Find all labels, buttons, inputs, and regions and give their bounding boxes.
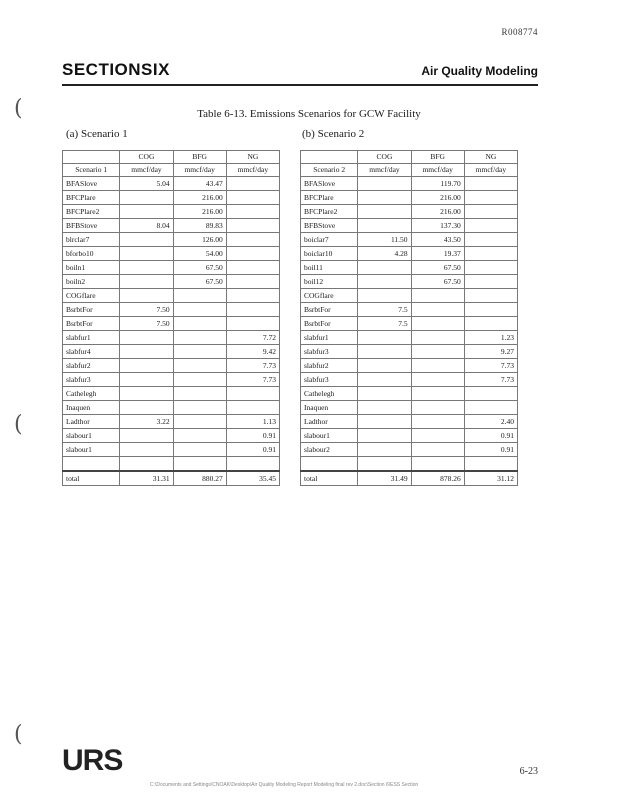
value-cell (464, 261, 517, 275)
value-cell (120, 191, 173, 205)
value-cell (120, 275, 173, 289)
value-cell: 67.50 (173, 275, 226, 289)
value-cell (173, 387, 226, 401)
total-value: 31.12 (464, 471, 517, 486)
spacer-cell (464, 457, 517, 472)
value-cell (120, 247, 173, 261)
value-cell (464, 247, 517, 261)
value-cell (120, 331, 173, 345)
source-name-cell: BFASlove (63, 177, 120, 191)
value-cell (120, 261, 173, 275)
table-row (301, 415, 518, 429)
table-row (63, 317, 280, 331)
source-name-cell: slabfur4 (63, 345, 120, 359)
value-cell (411, 289, 464, 303)
value-cell (464, 191, 517, 205)
table-row (301, 275, 518, 289)
table-row (63, 401, 280, 415)
source-name-cell: BFBStove (301, 219, 358, 233)
value-cell (226, 219, 279, 233)
table-row (63, 247, 280, 261)
value-cell (173, 415, 226, 429)
scenario-label: Scenario 1 (63, 164, 120, 177)
spacer-cell (301, 457, 358, 472)
source-name-cell: boiln1 (63, 261, 120, 275)
value-cell (358, 387, 411, 401)
source-name-cell: Ladthor (63, 415, 120, 429)
value-cell (120, 443, 173, 457)
value-cell (358, 359, 411, 373)
value-cell: 9.27 (464, 345, 517, 359)
page-number: 6-23 (519, 766, 538, 777)
source-name-cell: BFCPlare2 (63, 205, 120, 219)
scenario-b-caption: (b) Scenario 2 (302, 128, 365, 140)
value-cell (173, 401, 226, 415)
source-name-cell: slabfur1 (63, 331, 120, 345)
scenario-b-table (300, 150, 518, 486)
table-row (301, 443, 518, 457)
source-name-cell: BsrbtFor (301, 317, 358, 331)
table-row (63, 219, 280, 233)
value-cell (464, 303, 517, 317)
table-row (301, 429, 518, 443)
value-cell: 43.50 (411, 233, 464, 247)
value-cell: 0.91 (226, 443, 279, 457)
table-row (301, 219, 518, 233)
value-cell (120, 373, 173, 387)
spacer-cell (173, 457, 226, 472)
source-name-cell: Inaquen (301, 401, 358, 415)
source-name-cell: BsrbtFor (63, 303, 120, 317)
value-cell (226, 261, 279, 275)
value-cell: 0.91 (226, 429, 279, 443)
table-row (63, 261, 280, 275)
table-row (301, 345, 518, 359)
value-cell: 7.50 (120, 317, 173, 331)
value-cell (358, 429, 411, 443)
value-cell (173, 429, 226, 443)
table-row (301, 317, 518, 331)
source-name-cell: BsrbtFor (301, 303, 358, 317)
source-name-cell: slabour2 (301, 443, 358, 457)
column-header (63, 151, 120, 164)
source-name-cell: BFCPlare (63, 191, 120, 205)
value-cell: 1.23 (464, 331, 517, 345)
table-row (301, 303, 518, 317)
value-cell: 67.50 (411, 275, 464, 289)
value-cell (173, 345, 226, 359)
value-cell (358, 401, 411, 415)
column-header (301, 151, 358, 164)
value-cell (358, 275, 411, 289)
value-cell: 7.73 (464, 359, 517, 373)
value-cell: 137.30 (411, 219, 464, 233)
scenario-label: Scenario 2 (301, 164, 358, 177)
value-cell (226, 191, 279, 205)
source-name-cell: slabour1 (63, 429, 120, 443)
table-row (301, 177, 518, 191)
table-row (301, 247, 518, 261)
table-row (63, 331, 280, 345)
value-cell (226, 233, 279, 247)
source-name-cell: boil11 (301, 261, 358, 275)
value-cell: 7.73 (464, 373, 517, 387)
value-cell (411, 331, 464, 345)
value-cell: 89.83 (173, 219, 226, 233)
value-cell (120, 429, 173, 443)
unit-header: mmcf/day (120, 164, 173, 177)
header-row (63, 151, 280, 164)
column-header: COG (358, 151, 411, 164)
table-row (63, 289, 280, 303)
source-name-cell: BsrbtFor (63, 317, 120, 331)
source-name-cell: blrclar7 (63, 233, 120, 247)
scenario-a-caption: (a) Scenario 1 (66, 128, 128, 140)
header-rule (62, 84, 538, 86)
total-value: 880.27 (173, 471, 226, 486)
value-cell (358, 191, 411, 205)
value-cell (464, 233, 517, 247)
value-cell: 11.50 (358, 233, 411, 247)
value-cell (464, 177, 517, 191)
value-cell (411, 415, 464, 429)
value-cell (411, 345, 464, 359)
total-label: total (301, 471, 358, 486)
value-cell (226, 275, 279, 289)
scenario-a-table (62, 150, 280, 486)
value-cell: 67.50 (411, 261, 464, 275)
value-cell: 19.37 (411, 247, 464, 261)
table-row (301, 289, 518, 303)
unit-header: mmcf/day (358, 164, 411, 177)
source-name-cell: BFASlove (301, 177, 358, 191)
value-cell: 5.04 (120, 177, 173, 191)
value-cell: 7.73 (226, 373, 279, 387)
value-cell (226, 289, 279, 303)
value-cell (411, 429, 464, 443)
source-name-cell: BFCPlare2 (301, 205, 358, 219)
value-cell: 119.70 (411, 177, 464, 191)
total-value: 31.49 (358, 471, 411, 486)
table-row (63, 275, 280, 289)
table-row (63, 233, 280, 247)
value-cell (226, 303, 279, 317)
value-cell (120, 205, 173, 219)
value-cell: 1.13 (226, 415, 279, 429)
value-cell: 0.91 (464, 443, 517, 457)
value-cell (358, 261, 411, 275)
units-row (301, 164, 518, 177)
column-header: COG (120, 151, 173, 164)
value-cell (173, 289, 226, 303)
header-right-title: Air Quality Modeling (421, 64, 538, 78)
value-cell (120, 289, 173, 303)
units-row (63, 164, 280, 177)
value-cell (464, 387, 517, 401)
column-header: NG (226, 151, 279, 164)
value-cell (464, 289, 517, 303)
source-name-cell: BFBStove (63, 219, 120, 233)
table-row (63, 359, 280, 373)
column-header: BFG (173, 151, 226, 164)
value-cell (358, 177, 411, 191)
source-name-cell: BFCPlare (301, 191, 358, 205)
value-cell (173, 331, 226, 345)
value-cell (226, 205, 279, 219)
value-cell: 216.00 (411, 191, 464, 205)
total-label: total (63, 471, 120, 486)
total-value: 878.26 (411, 471, 464, 486)
value-cell (358, 373, 411, 387)
value-cell (411, 317, 464, 331)
source-name-cell: slabfur3 (301, 345, 358, 359)
value-cell: 9.42 (226, 345, 279, 359)
table-row (63, 443, 280, 457)
value-cell: 7.73 (226, 359, 279, 373)
table-row (63, 373, 280, 387)
table-row (63, 191, 280, 205)
value-cell (358, 331, 411, 345)
total-value: 31.31 (120, 471, 173, 486)
table-row (63, 387, 280, 401)
value-cell: 7.5 (358, 317, 411, 331)
table-row (63, 345, 280, 359)
value-cell: 54.00 (173, 247, 226, 261)
value-cell: 7.50 (120, 303, 173, 317)
table-title: Table 6-13. Emissions Scenarios for GCW Facility (197, 108, 421, 120)
total-row (63, 471, 280, 486)
source-name-cell: boiln2 (63, 275, 120, 289)
spacer-row (301, 457, 518, 472)
value-cell: 8.04 (120, 219, 173, 233)
source-name-cell: COGflare (63, 289, 120, 303)
source-name-cell: boiclar10 (301, 247, 358, 261)
value-cell (173, 359, 226, 373)
value-cell (173, 443, 226, 457)
source-name-cell: slabfur1 (301, 331, 358, 345)
value-cell: 216.00 (173, 191, 226, 205)
value-cell (226, 177, 279, 191)
value-cell (464, 317, 517, 331)
value-cell (358, 415, 411, 429)
value-cell (358, 443, 411, 457)
value-cell: 2.40 (464, 415, 517, 429)
footer-file-path: C:\Documents and Settings\CNOAK\Desktop\Air Quality Modeling Report Modeling final rev 2.doc\Section 6\ESS Section (150, 782, 419, 788)
value-cell (226, 247, 279, 261)
source-name-cell: slabfur3 (301, 373, 358, 387)
unit-header: mmcf/day (464, 164, 517, 177)
value-cell (173, 317, 226, 331)
spacer-cell (120, 457, 173, 472)
value-cell (173, 303, 226, 317)
value-cell: 3.22 (120, 415, 173, 429)
value-cell: 67.50 (173, 261, 226, 275)
table-row (301, 401, 518, 415)
value-cell: 43.47 (173, 177, 226, 191)
unit-header: mmcf/day (173, 164, 226, 177)
value-cell (120, 233, 173, 247)
value-cell (411, 359, 464, 373)
source-name-cell: slabour1 (301, 429, 358, 443)
spacer-cell (226, 457, 279, 472)
source-name-cell: Inaquen (63, 401, 120, 415)
table-row (301, 233, 518, 247)
table-row (301, 191, 518, 205)
table-row (301, 205, 518, 219)
value-cell: 0.91 (464, 429, 517, 443)
column-header: BFG (411, 151, 464, 164)
source-name-cell: slabour1 (63, 443, 120, 457)
table-row (301, 359, 518, 373)
value-cell (226, 401, 279, 415)
value-cell (411, 387, 464, 401)
value-cell (358, 345, 411, 359)
unit-header: mmcf/day (226, 164, 279, 177)
value-cell (358, 219, 411, 233)
value-cell (226, 317, 279, 331)
value-cell (411, 443, 464, 457)
margin-bracket-mark: ( (14, 722, 23, 747)
value-cell (120, 401, 173, 415)
source-name-cell: Cathelegh (63, 387, 120, 401)
section-title: SECTIONSIX (62, 60, 170, 79)
source-name-cell: slabfur2 (63, 359, 120, 373)
spacer-cell (411, 457, 464, 472)
spacer-cell (358, 457, 411, 472)
header-row (301, 151, 518, 164)
margin-bracket-mark: ( (14, 96, 23, 121)
source-name-cell: boil12 (301, 275, 358, 289)
spacer-row (63, 457, 280, 472)
value-cell (464, 401, 517, 415)
value-cell: 4.28 (358, 247, 411, 261)
table-row (63, 429, 280, 443)
value-cell (120, 387, 173, 401)
value-cell: 216.00 (411, 205, 464, 219)
table-row (63, 177, 280, 191)
source-name-cell: bforbo10 (63, 247, 120, 261)
value-cell (464, 219, 517, 233)
value-cell: 7.5 (358, 303, 411, 317)
value-cell (464, 275, 517, 289)
urs-logo: URS (62, 744, 123, 777)
document-number: R008774 (501, 27, 538, 37)
table-row (63, 205, 280, 219)
source-name-cell: slabfur3 (63, 373, 120, 387)
source-name-cell: Ladthor (301, 415, 358, 429)
value-cell (226, 387, 279, 401)
unit-header: mmcf/day (411, 164, 464, 177)
source-name-cell: boiclar7 (301, 233, 358, 247)
spacer-cell (63, 457, 120, 472)
value-cell (358, 205, 411, 219)
total-value: 35.45 (226, 471, 279, 486)
value-cell (173, 373, 226, 387)
margin-bracket-mark: ( (14, 412, 23, 437)
table-row (301, 373, 518, 387)
table-row (63, 303, 280, 317)
value-cell: 216.00 (173, 205, 226, 219)
total-row (301, 471, 518, 486)
value-cell (464, 205, 517, 219)
source-name-cell: slabfur2 (301, 359, 358, 373)
source-name-cell: Cathelegh (301, 387, 358, 401)
table-row (301, 387, 518, 401)
value-cell (120, 359, 173, 373)
table-row (301, 331, 518, 345)
value-cell (411, 303, 464, 317)
table-row (301, 261, 518, 275)
column-header: NG (464, 151, 517, 164)
source-name-cell: COGflare (301, 289, 358, 303)
value-cell (120, 345, 173, 359)
value-cell (411, 401, 464, 415)
table-row (63, 415, 280, 429)
value-cell: 126.00 (173, 233, 226, 247)
value-cell: 7.72 (226, 331, 279, 345)
value-cell (411, 373, 464, 387)
value-cell (358, 289, 411, 303)
